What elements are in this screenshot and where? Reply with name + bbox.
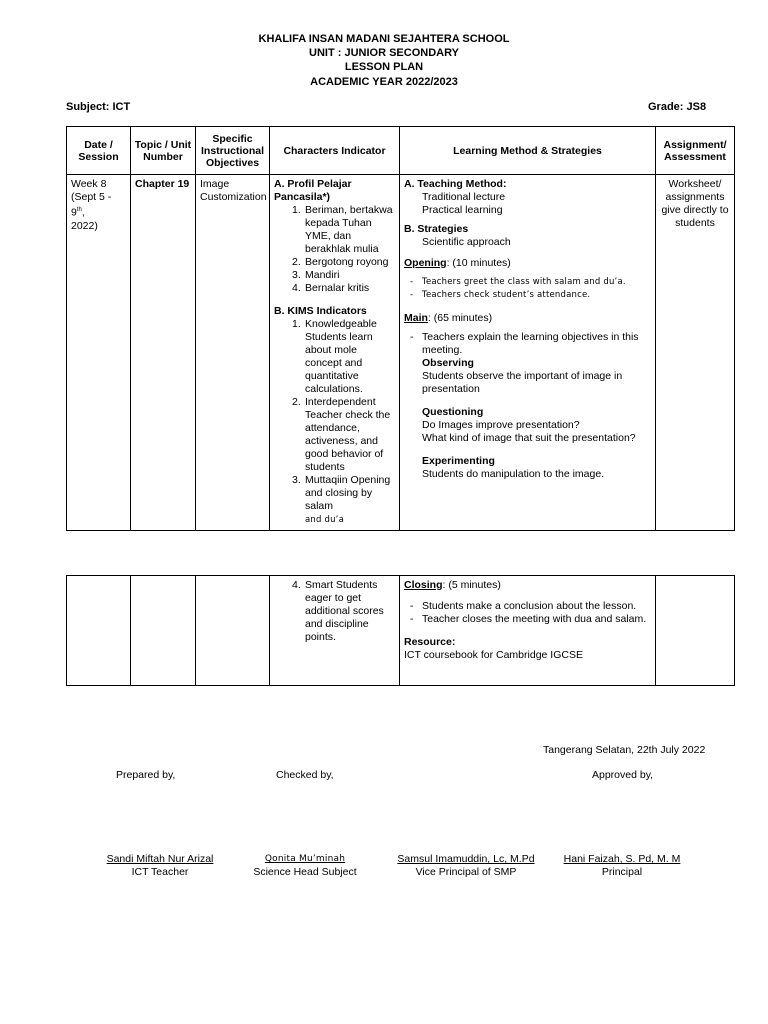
col-characters: Characters Indicator <box>270 127 400 175</box>
profil-list <box>274 204 395 295</box>
approved-label: Approved by, <box>592 769 654 781</box>
topic-cell <box>131 576 196 686</box>
opening-item: - Teachers greet the class with salam and du’a. <box>404 276 651 289</box>
list-item: 3. Mandiri <box>292 269 340 281</box>
method-cell <box>400 175 656 531</box>
date-cell <box>67 175 131 531</box>
main-item: - Teachers explain the learning objectives in this meeting. <box>404 331 651 357</box>
date-cell <box>67 576 131 686</box>
strategies-item: Scientific approach <box>422 236 511 248</box>
signatory-role: ICT Teacher <box>131 866 189 878</box>
prepared-label: Prepared by, <box>116 769 176 781</box>
signature-vice-principal <box>388 853 544 879</box>
lesson-plan-table-continued <box>66 575 735 686</box>
date-week: Week 8 <box>71 178 107 190</box>
resource-heading: Resource: <box>404 636 456 648</box>
date-range: (Sept 5 - 9th, <box>71 191 112 219</box>
method-cell <box>400 576 656 686</box>
col-assignment: Assignment/ Assessment <box>656 127 735 175</box>
signature-checked <box>240 853 370 879</box>
objectives-cell: Image Customization <box>196 175 270 531</box>
topic-cell: Chapter 19 <box>131 175 196 531</box>
academic-year: ACADEMIC YEAR 2022/2023 <box>310 76 458 88</box>
signature-principal <box>558 853 686 879</box>
unit-title: UNIT : JUNIOR SECONDARY <box>309 47 459 59</box>
col-objectives: Specific Instructional Objectives <box>196 127 270 175</box>
characters-cell <box>270 175 400 531</box>
assignment-cell: Worksheet/ assignments give directly to students <box>656 175 735 531</box>
lesson-plan-table <box>66 126 735 531</box>
teaching-item: Practical learning <box>422 204 503 216</box>
kims-list <box>274 579 395 644</box>
questioning-heading: Questioning <box>422 406 484 418</box>
assignment-cell <box>656 576 735 686</box>
list-item: 3. Muttaqiin Opening and closing by salam and du’a <box>292 474 391 525</box>
signatory-name: Sandi Miftah Nur Arizal <box>106 853 214 865</box>
closing-item: - Students make a conclusion about the lesson. <box>404 600 651 613</box>
resource-text: ICT coursebook for Cambridge IGCSE <box>404 649 583 661</box>
list-item: 1. Beriman, bertakwa kepada Tuhan YME, dan berakhlak mulia <box>292 204 393 255</box>
closing-line: Closing: (5 minutes) <box>404 579 501 591</box>
characters-cell <box>270 576 400 686</box>
col-date: Date / Session <box>67 127 131 175</box>
experimenting-heading: Experimenting <box>422 455 495 467</box>
document-title: LESSON PLAN <box>344 61 424 73</box>
observing-text: Students observe the important of image in presentation <box>422 370 623 395</box>
teaching-heading: A. Teaching Method: <box>404 178 507 190</box>
questioning-q1: Do Images improve presentation? <box>422 419 580 431</box>
col-topic: Topic / Unit Number <box>131 127 196 175</box>
kims-heading: B. KIMS Indicators <box>274 305 367 317</box>
objectives-cell <box>196 576 270 686</box>
signatory-name: Samsul Imamuddin, Lc, M.Pd <box>397 853 535 865</box>
experimenting-text: Students do manipulation to the image. <box>422 468 605 480</box>
kims-list <box>274 318 395 527</box>
profil-heading: A. Profil Pelajar Pancasila*) <box>274 178 352 203</box>
opening-item: - Teachers check student’s attendance. <box>404 289 651 302</box>
signature-prepared <box>80 853 240 879</box>
signatory-role: Vice Principal of SMP <box>415 866 517 878</box>
list-item: 4. Smart Students eager to get additional scores and discipline points. <box>292 579 384 643</box>
closing-item: - Teacher closes the meeting with dua and salam. <box>404 613 651 626</box>
place-date: Tangerang Selatan, 22th July 2022 <box>543 744 706 756</box>
signatory-name: Hani Faizah, S. Pd, M. M <box>563 853 681 865</box>
date-year: 2022) <box>71 219 98 232</box>
subject-label: Subject: ICT <box>66 101 131 113</box>
school-name: KHALIFA INSAN MADANI SEJAHTERA SCHOOL <box>258 33 510 45</box>
teaching-item: Traditional lecture <box>422 191 506 203</box>
signatory-name: Qonita Mu’minah <box>264 854 346 864</box>
strategies-heading: B. Strategies <box>404 223 469 235</box>
list-item: 4. Bernalar kritis <box>292 282 370 294</box>
observing-heading: Observing <box>422 357 474 369</box>
opening-line: Opening: (10 minutes) <box>404 257 511 269</box>
list-item: 2. Interdependent Teacher check the attendance, activeness, and good behavior of students <box>292 396 391 473</box>
main-line: Main: (65 minutes) <box>404 312 493 324</box>
grade-label: Grade: JS8 <box>648 101 707 113</box>
signatory-role: Science Head Subject <box>253 866 357 878</box>
list-item: 1. Knowledgeable Students learn about mole concept and quantitative calculations. <box>292 318 377 395</box>
questioning-q2: What kind of image that suit the presentation? <box>422 432 636 444</box>
signatory-role: Principal <box>601 866 643 878</box>
checked-label: Checked by, <box>276 769 334 781</box>
col-method: Learning Method & Strategies <box>400 127 656 175</box>
list-item: 2. Bergotong royong <box>292 256 389 268</box>
